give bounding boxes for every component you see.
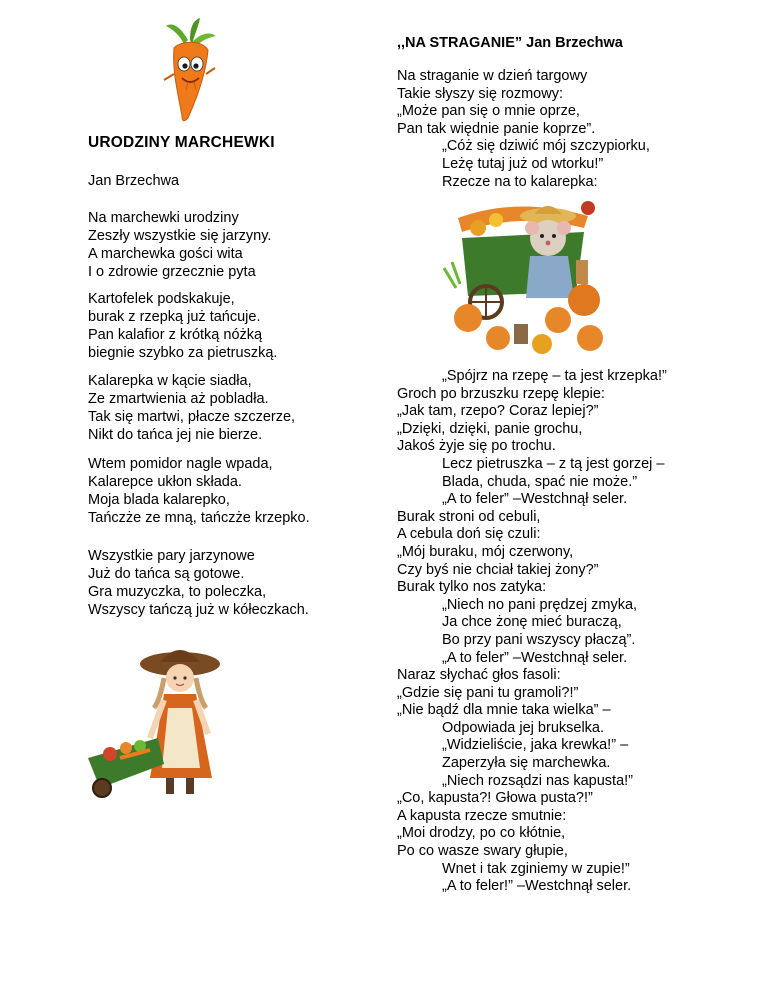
stanza-1 (88, 209, 271, 281)
verse-line: Na straganie w dzień targowy (397, 68, 588, 84)
verse-line: „A to feler!” –Westchnął seler. (442, 878, 632, 895)
poem-right-part-2 (397, 368, 667, 896)
verse-line: „Co, kapusta?! Głowa pusta?!” (397, 790, 593, 807)
verse-line: Pan kalafior z krótką nóżką (88, 327, 263, 343)
girl-with-cart-illustration (80, 638, 240, 808)
verse-line: Takie słyszy się rozmowy: (397, 85, 563, 102)
verse-line: Zeszły wszystkie się jarzyny. (88, 228, 272, 244)
verse-line: Jakoś żyje się po trochu. (397, 438, 556, 455)
verse-line: „Spójrz na rzepę – ta jest krzepka!” (442, 368, 667, 384)
verse-line: Czy byś nie chciał takiej żony?” (397, 561, 599, 578)
verse-line: Burak tylko nos zatyka: (397, 579, 547, 596)
poem-author-left: Jan Brzechwa (88, 173, 180, 189)
verse-line: Tańczże ze mną, tańczże krzepko. (88, 510, 310, 526)
verse-line: biegnie szybko za pietruszką. (88, 345, 278, 361)
poem-title-right: ,,NA STRAGANIE” Jan Brzechwa (397, 35, 623, 51)
stanza-4 (88, 455, 310, 527)
verse-line: burak z rzepką już tańcuje. (88, 309, 261, 325)
verse-line: Pan tak więdnie panie koprze”. (397, 120, 596, 137)
verse-line: „Niech rozsądzi nas kapusta!” (442, 772, 633, 789)
vegetable-cart-illustration (438, 188, 608, 360)
verse-line: „A to feler” –Westchnął seler. (442, 491, 628, 508)
verse-line: A cebula doń się czuli: (397, 526, 541, 543)
verse-line: „Gdzie się pani tu gramoli?!” (397, 684, 579, 701)
verse-line: Lecz pietruszka – z tą jest gorzej – (442, 455, 665, 472)
verse-line: Na marchewki urodziny (88, 210, 239, 226)
verse-line: Nikt do tańca jej nie bierze. (88, 427, 263, 443)
verse-line: „Jak tam, rzepo? Coraz lepiej?” (397, 403, 599, 420)
verse-line: Groch po brzuszku rzepę klepie: (397, 385, 605, 402)
verse-line: Kartofelek podskakuje, (88, 291, 235, 307)
verse-line: „Widzieliście, jaka krewka!” – (442, 737, 629, 754)
verse-line: Wnet i tak zginiemy w zupie!” (442, 860, 630, 877)
verse-line: Gra muzyczka, to poleczka, (88, 584, 267, 600)
stanza-3 (88, 372, 295, 444)
carrot-illustration (158, 18, 218, 123)
verse-line: Tak się martwi, płacze szczerze, (88, 409, 296, 425)
verse-line: Blada, chuda, spać nie może.” (442, 473, 638, 490)
verse-line: A kapusta rzecze smutnie: (397, 807, 567, 824)
poem-title-left: URODZINY MARCHEWKI (88, 134, 275, 151)
verse-line: Rzecze na to kalarepka: (442, 173, 598, 190)
verse-line: Leżę tutaj już od wtorku!” (442, 155, 604, 172)
verse-line: Wtem pomidor nagle wpada, (88, 456, 273, 472)
verse-line: Bo przy pani wszyscy płaczą”. (442, 631, 636, 648)
verse-line: Wszystkie pary jarzynowe (88, 548, 255, 564)
verse-line: Naraz słychać głos fasoli: (397, 667, 561, 684)
verse-line: Kalarepka w kącie siadła, (88, 373, 252, 389)
verse-line: Zaperzyła się marchewka. (442, 755, 611, 772)
verse-line: „Dzięki, dzięki, panie grochu, (397, 420, 583, 437)
poem-right-part-1 (397, 68, 650, 191)
verse-line: „A to feler” –Westchnął seler. (442, 649, 628, 666)
verse-line: Burak stroni od cebuli, (397, 508, 541, 525)
verse-line: Wszyscy tańczą już w kółeczkach. (88, 602, 309, 618)
verse-line: A marchewka gości wita (88, 246, 243, 262)
verse-line: Moja blada kalarepko, (88, 492, 230, 508)
verse-line: Kalarepce ukłon składa. (88, 474, 242, 490)
stanza-5 (88, 547, 309, 619)
verse-line: „Moi drodzy, po co kłótnie, (397, 825, 566, 842)
verse-line: Już do tańca są gotowe. (88, 566, 245, 582)
verse-line: „Niech no pani prędzej zmyka, (442, 596, 638, 613)
verse-line: Odpowiada jej brukselka. (442, 719, 605, 736)
verse-line: Po co wasze swary głupie, (397, 843, 568, 860)
verse-line: „Może pan się o mnie oprze, (397, 103, 580, 120)
stanza-2 (88, 290, 277, 362)
verse-line: Ja chce żonę mieć buraczą, (442, 614, 622, 631)
verse-line: I o zdrowie grzecznie pyta (88, 264, 256, 280)
verse-line: „Nie bądź dla mnie taka wielka” – (397, 702, 611, 719)
verse-line: „Cóż się dziwić mój szczypiorku, (442, 138, 650, 155)
verse-line: Ze zmartwienia aż pobladła. (88, 391, 269, 407)
verse-line: „Mój buraku, mój czerwony, (397, 543, 574, 560)
